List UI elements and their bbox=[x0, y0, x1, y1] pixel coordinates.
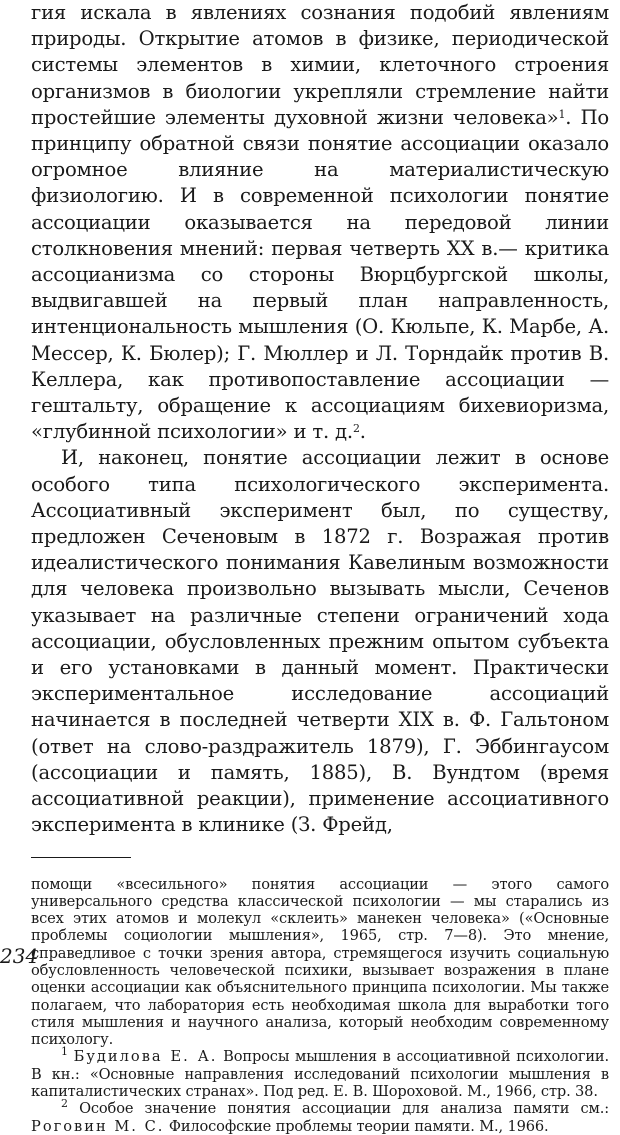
main-text bbox=[31, 0, 609, 839]
footnotes bbox=[31, 876, 609, 1135]
book-page bbox=[31, 0, 609, 1135]
footnote-ref: 1 bbox=[558, 107, 566, 121]
footnote-divider bbox=[31, 857, 131, 858]
footnote-author: Будилова Е. А. bbox=[73, 1048, 218, 1066]
footnote-mark: 2 bbox=[61, 1097, 68, 1111]
footnote-1 bbox=[31, 1045, 609, 1101]
footnote-text: Особое значение понятия ассоциации для анализа памяти см.: bbox=[67, 1100, 609, 1118]
footnote-2 bbox=[31, 1097, 609, 1135]
paragraph-text: гия искала в явлениях сознания подобий явлениям природы. Открытие атомов в физике, периодической системы элементов в химии, клеточного строения организмов в биологии укрепляли стремление найти простейшие элементы духовной жизни человека» bbox=[31, 1, 609, 129]
footnote-text: Вопросы мышления в ассоциативной психологии. В кн.: «Основные направления исследований психологии мышления в капиталистических странах». Под ред. Е. В. Шороховой. М., 1966, стр. 38. bbox=[31, 1048, 609, 1101]
footnote-author: Роговин М. С. bbox=[31, 1117, 165, 1135]
footnote-mark: 1 bbox=[61, 1045, 68, 1059]
paragraph-text: . bbox=[359, 420, 366, 444]
paragraph-text: . По принципу обратной связи понятие ассоциации оказало огромное влияние на материалистическую физиологию. И в современной психологии понятие ассоциации оказывается на передовой линии столкновения мнений: первая четверть XX в.— критика ассоцианизма со стороны Вюрцбургской школы, выдвигавшей на первый план направленность, интенциональность мышления (О. Кюльпе, К. Марбе, А. Мессер, К. Бюлер); Г. Мюллер и Л. Торндайк против В. Келлера, как противопоставление ассоциации — гештальту, обращение к ассоциациям бихевиоризма, «глубинной психологии» и т. д. bbox=[31, 105, 610, 444]
page-number: 234 bbox=[0, 944, 39, 968]
footnote-continuation: помощи «всесильного» понятия ассоциации — этого самого универсального средства классической психологии — мы старались из всех этих атомов и молекул «склеить» манекен человека» («Основные проблемы социологии мышления», 1965, стр. 7—8). Это мнение, справедливое с точки зрения автора, стремящегося изучить социальную обусловленность человеческой психики, вызывает возражения в плане оценки ассоциации как объяснительного принципа психологии. Мы также полагаем, что лаборатория есть необходимая школа для выработки того стиля мышления и научного анализа, который необходим современному психологу. bbox=[31, 875, 609, 1049]
paragraph bbox=[31, 0, 609, 445]
footnote-ref: 2 bbox=[352, 422, 360, 436]
paragraph: И, наконец, понятие ассоциации лежит в основе особого типа психологического эксперимента. Ассоциативный эксперимент был, по существу, предложен Сеченовым в 1872 г. Возражая против идеалистического понимания Кавелиным возможности для человека произвольно вызывать мысли, Сеченов указывает на различные степени ограничений хода ассоциации, обусловленных прежним опытом субъекта и его установками в данный момент. Практически экспериментальное исследование ассоциаций начинается в последней четверти XIX в. Ф. Гальтоном (ответ на слово-раздражитель 1879), Г. Эббингаусом (ассоциации и память, 1885), В. Вундтом (время ассоциативной реакции), применение ассоциативного эксперимента в клинике (З. Фрейд, bbox=[31, 446, 609, 837]
footnote-text: Философские проблемы теории памяти. М., 1966. bbox=[164, 1117, 549, 1135]
